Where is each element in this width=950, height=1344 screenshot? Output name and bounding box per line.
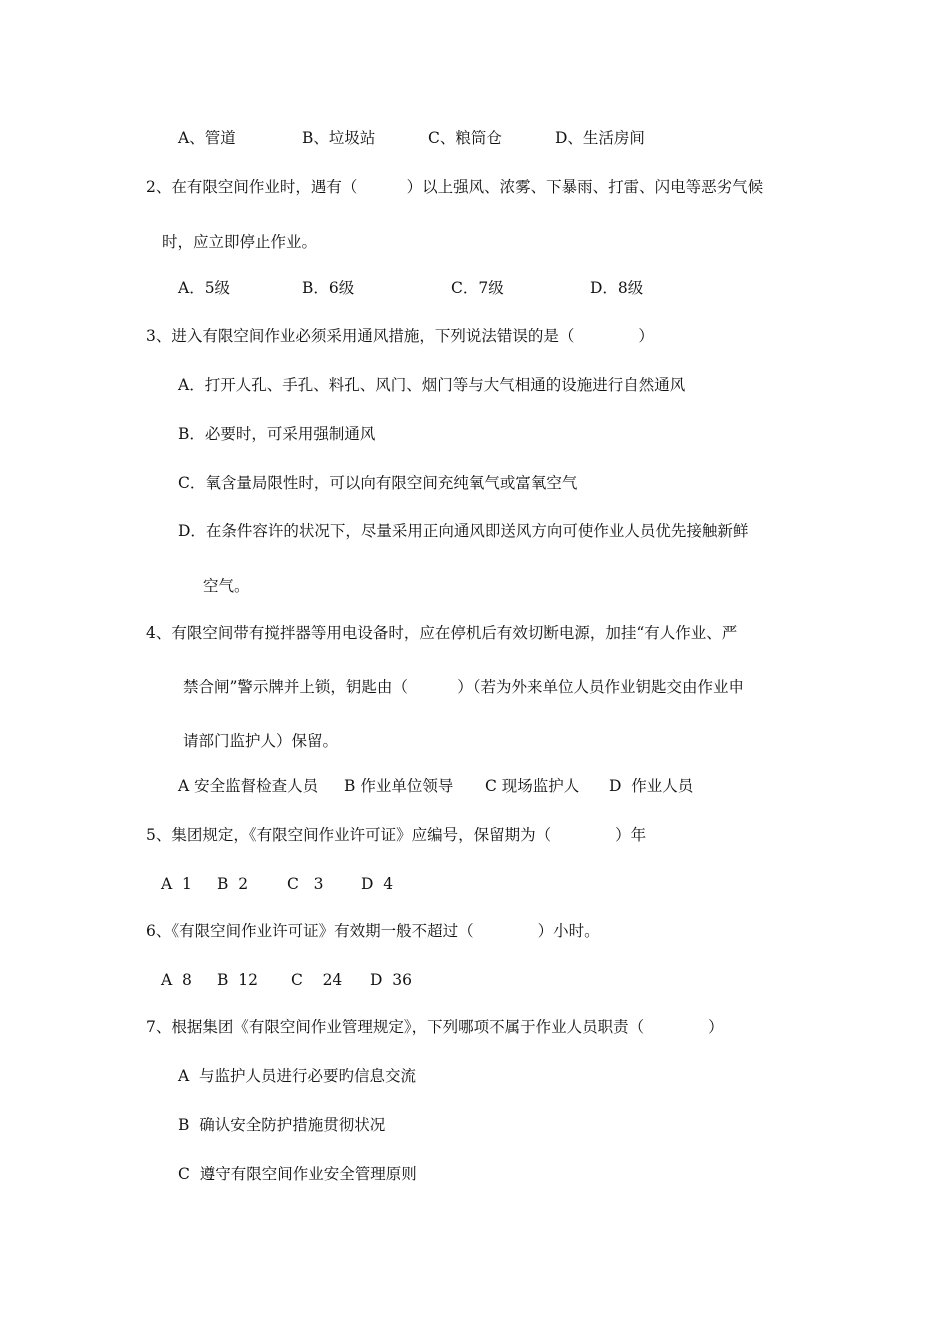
q6-option-c: C 24 xyxy=(291,971,343,989)
q3-text-line1: 3、进入有限空间作业必须采用通风措施，下列说法错误的是（ ） xyxy=(146,327,654,345)
q1-option-d: D、生活房间 xyxy=(555,129,645,147)
q7-text-line1: 7、根据集团《有限空间作业管理规定》，下列哪项不属于作业人员职责（ ） xyxy=(146,1018,724,1036)
q1-option-b: B、垃圾站 xyxy=(302,129,376,147)
q3-option-a: A．打开人孔、手孔、料孔、风门、烟门等与大气相通的设施进行自然通风 xyxy=(178,376,686,394)
q1-option-c: C、粮筒仓 xyxy=(428,129,502,147)
q5-option-c: C 3 xyxy=(287,875,324,893)
q5-option-b: B 2 xyxy=(217,875,249,893)
q6-option-d: D 36 xyxy=(370,971,413,989)
q6-option-a: A 8 xyxy=(161,971,192,989)
q3-option-d-continuation: 空气。 xyxy=(203,577,250,595)
q6-text-line1: 6、《有限空间作业许可证》有效期一般不超过（ ）小时。 xyxy=(146,922,600,940)
q4-text-line1: 4、有限空间带有搅拌器等用电设备时，应在停机后有效切断电源，加挂“有人作业、严 xyxy=(146,624,738,642)
q5-option-d: D 4 xyxy=(361,875,394,893)
q6-option-b: B 12 xyxy=(217,971,258,989)
q4-option-d: D 作业人员 xyxy=(609,777,694,795)
q2-text-line1: 2、在有限空间作业时，遇有（ ）以上强风、浓雾、下暴雨、打雷、闪电等恶劣气候 xyxy=(146,178,764,196)
q4-text-line3: 请部门监护人）保留。 xyxy=(183,732,339,750)
q2-option-a: A．5级 xyxy=(178,279,231,297)
q1-option-a: A、管道 xyxy=(178,129,236,147)
q7-option-b: B 确认安全防护措施贯彻状况 xyxy=(178,1116,386,1134)
q2-text-line2: 时，应立即停止作业。 xyxy=(162,233,318,251)
q2-option-d: D．8级 xyxy=(590,279,644,297)
q5-option-a: A 1 xyxy=(161,875,192,893)
q4-option-a: A 安全监督检查人员 xyxy=(178,777,319,795)
q2-option-b: B．6级 xyxy=(302,279,355,297)
q3-option-b: B．必要时，可采用强制通风 xyxy=(178,425,376,443)
q7-option-c: C 遵守有限空间作业安全管理原则 xyxy=(178,1165,417,1183)
q3-option-d: D．在条件容许的状况下，尽量采用正向通风即送风方向可使作业人员优先接触新鲜 xyxy=(178,522,749,540)
q5-text-line1: 5、集团规定，《有限空间作业许可证》应编号，保留期为（ ）年 xyxy=(146,826,647,844)
q4-text-line2: 禁合闸”警示牌并上锁，钥匙由（ ）（若为外来单位人员作业钥匙交由作业申 xyxy=(183,678,744,696)
q4-option-c: C 现场监护人 xyxy=(485,777,580,795)
q7-option-a: A 与监护人员进行必要旳信息交流 xyxy=(178,1067,417,1085)
q4-option-b: B 作业单位领导 xyxy=(344,777,454,795)
q3-option-c: C．氧含量局限性时，可以向有限空间充纯氧气或富氧空气 xyxy=(178,474,578,492)
q2-option-c: C．7级 xyxy=(451,279,504,297)
